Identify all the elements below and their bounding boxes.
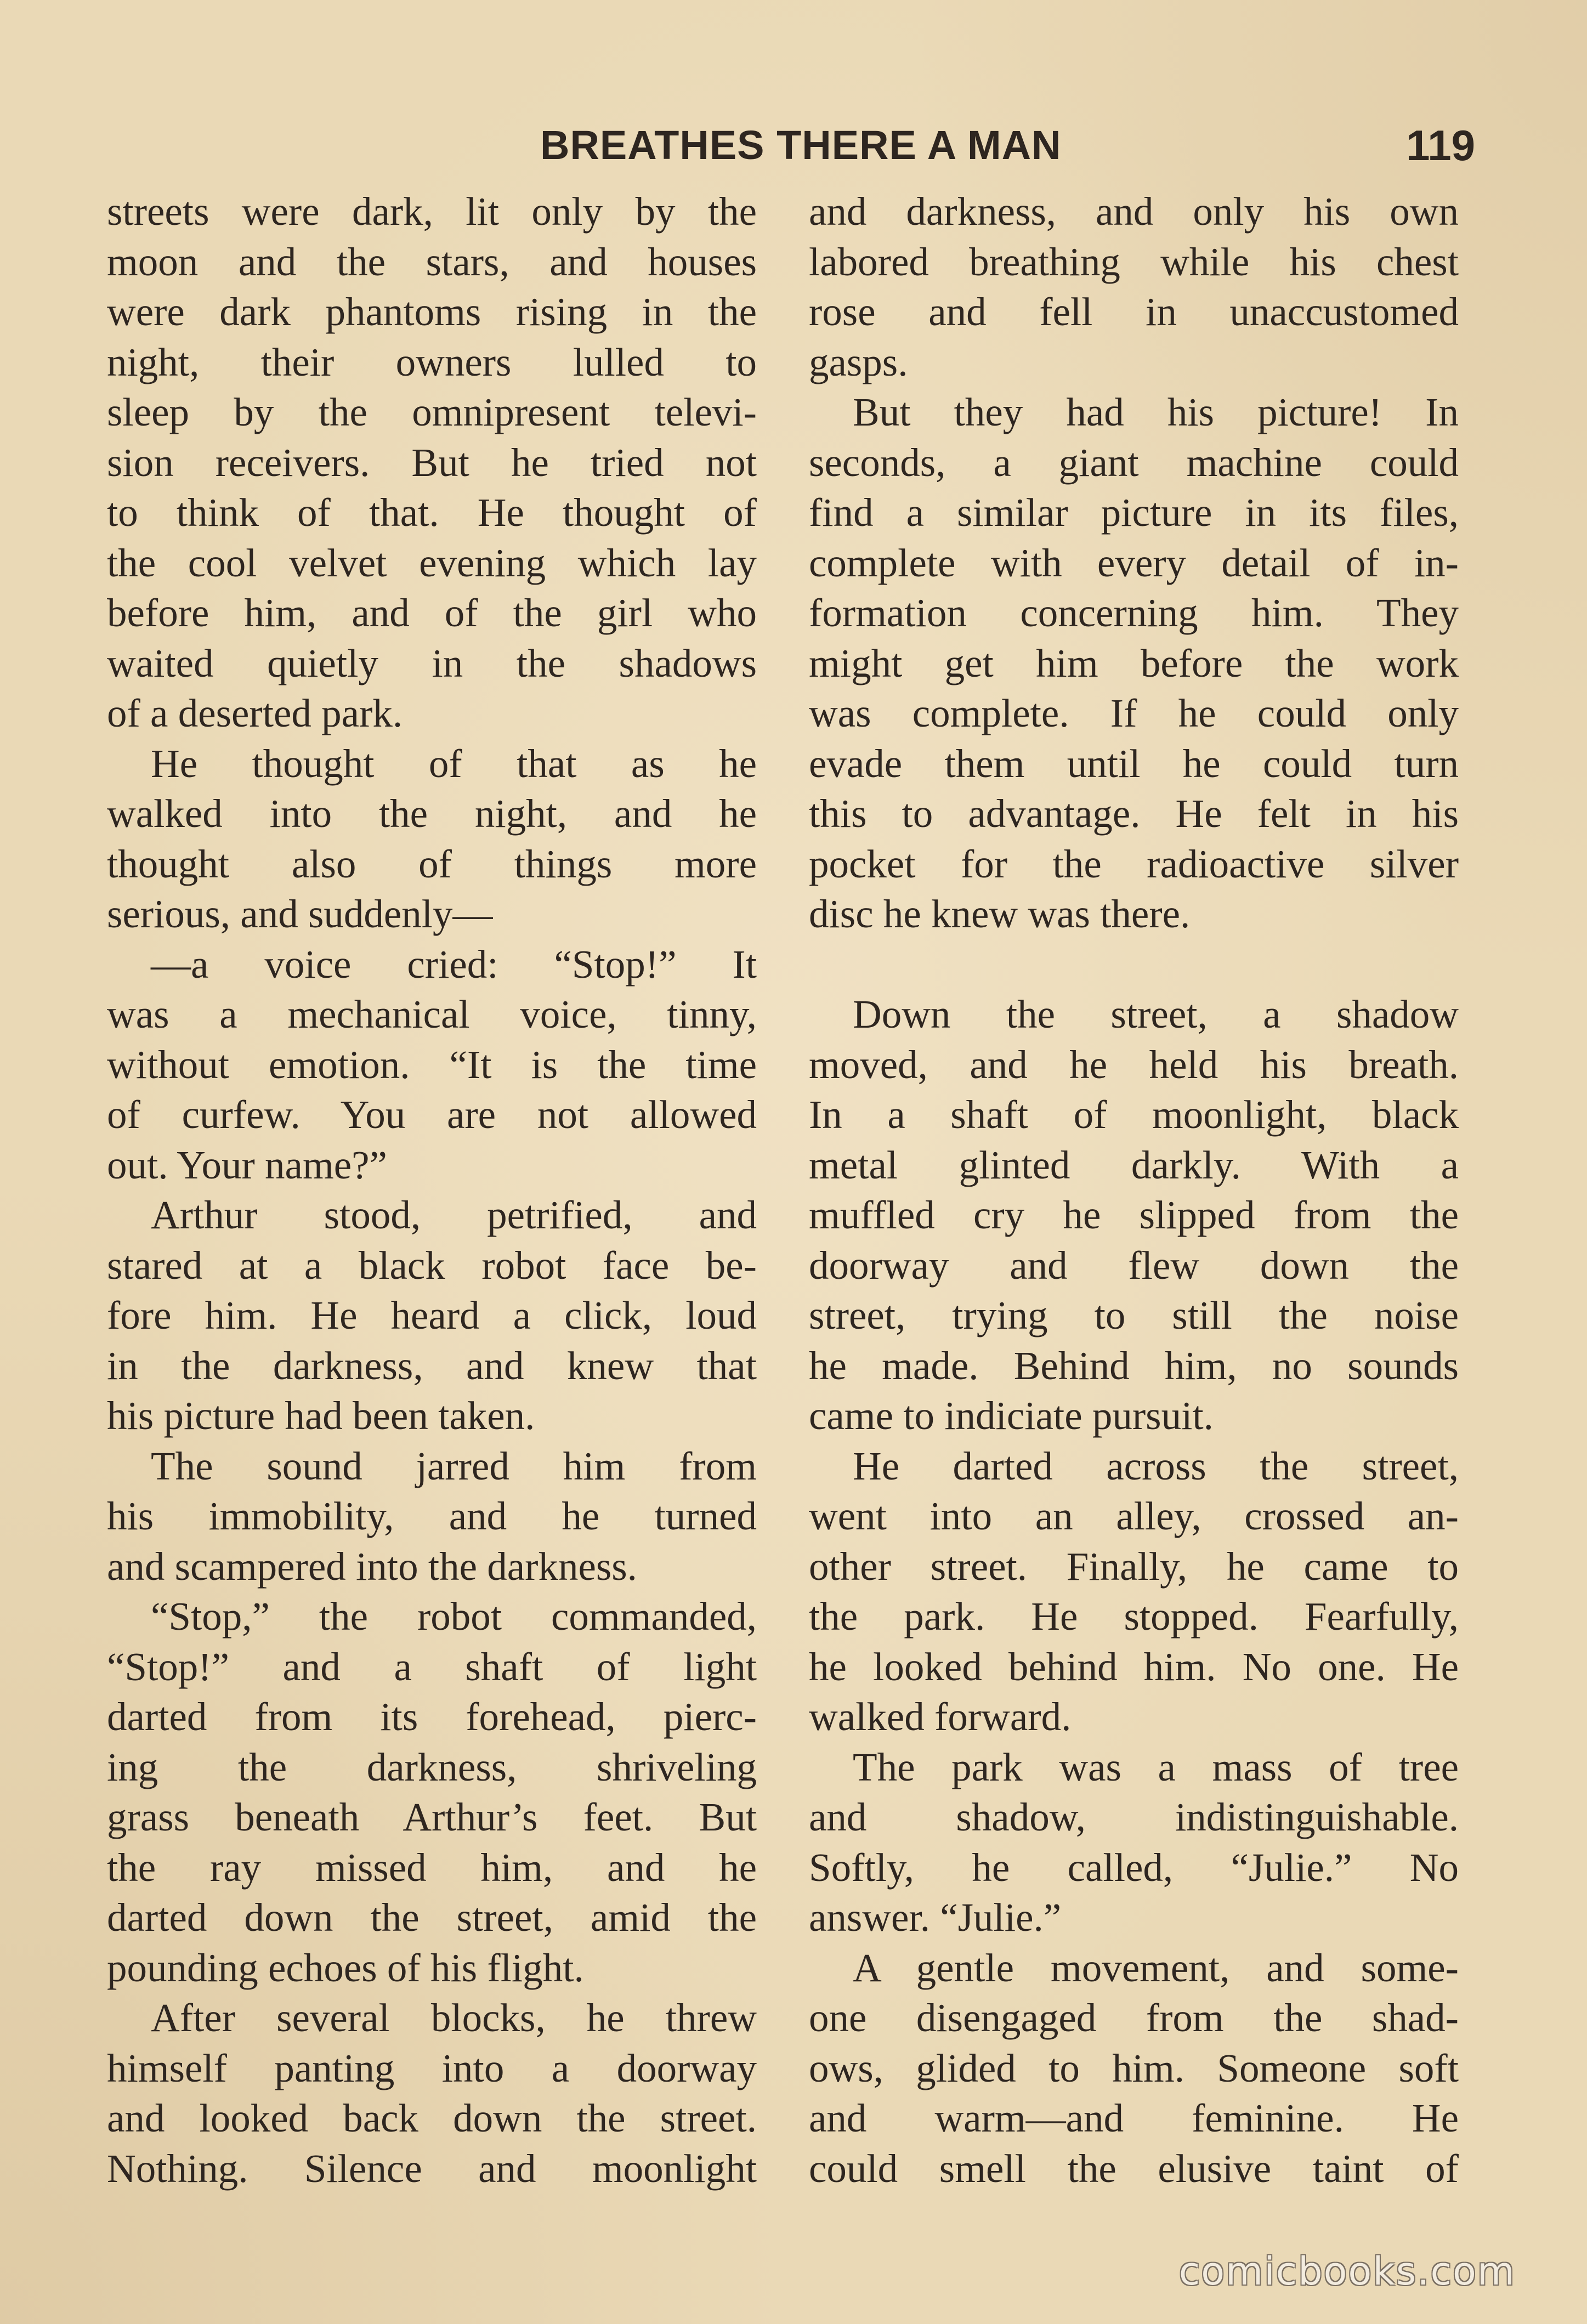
text-line: and shadow, indistinguishable. [809, 1795, 1459, 1839]
text-line: moon and the stars, and houses [107, 239, 757, 284]
text-line: seconds, a giant machine could [809, 440, 1459, 485]
text-line: complete with every detail of in- [809, 540, 1459, 585]
text-line: Softly, he called, “Julie.” No [809, 1845, 1459, 1890]
text-line: other street. Finally, he came to [809, 1544, 1459, 1589]
text-line: before him, and of the girl who [107, 591, 757, 635]
text-line: to think of that. He thought of [107, 490, 757, 535]
text-line: sleep by the omnipresent televi- [107, 390, 757, 434]
text-line: formation concerning him. They [809, 591, 1459, 635]
watermark: comicbooks.com [1178, 2249, 1516, 2294]
text-line: ows, glided to him. Someone soft [809, 2045, 1459, 2090]
text-line: was complete. If he could only [809, 691, 1459, 735]
text-line: in the darkness, and knew that [107, 1343, 757, 1388]
text-line: gasps. [809, 339, 908, 384]
text-line: walked into the night, and he [107, 791, 757, 836]
text-line: The sound jarred him from [151, 1443, 757, 1488]
text-line: rose and fell in unaccustomed [809, 290, 1459, 334]
text-line: and darkness, and only his own [809, 189, 1459, 234]
text-line: the cool velvet evening which lay [107, 540, 757, 585]
text-line: labored breathing while his chest [809, 239, 1459, 284]
text-line: But they had his picture! In [853, 390, 1459, 434]
text-line: pounding echoes of his flight. [107, 1945, 584, 1990]
text-line: of a deserted park. [107, 691, 403, 735]
text-line: came to indiciate pursuit. [809, 1393, 1214, 1438]
text-line: answer. “Julie.” [809, 1895, 1062, 1940]
text-line: and warm—and feminine. He [809, 2096, 1459, 2140]
text-line: disc he knew was there. [809, 892, 1191, 936]
text-line: could smell the elusive taint of [809, 2146, 1459, 2191]
text-line: was a mechanical voice, tinny, [107, 992, 757, 1036]
text-line: moved, and he held his breath. [809, 1042, 1459, 1087]
text-line: his immobility, and he turned [107, 1494, 757, 1538]
text-line: serious, and suddenly— [107, 892, 493, 936]
text-line: The park was a mass of tree [853, 1744, 1459, 1789]
page-number: 119 [1406, 121, 1475, 169]
text-line: muffled cry he slipped from the [809, 1193, 1459, 1237]
text-line: metal glinted darkly. With a [809, 1142, 1459, 1187]
text-line: He thought of that as he [151, 741, 757, 786]
text-line: A gentle movement, and some- [853, 1945, 1459, 1990]
text-line: Nothing. Silence and moonlight [107, 2146, 757, 2191]
text-line: thought also of things more [107, 841, 757, 886]
text-line: evade them until he could turn [809, 741, 1459, 786]
text-line: In a shaft of moonlight, black [809, 1092, 1459, 1137]
left-text-column [107, 186, 757, 2193]
text-line: ing the darkness, shriveling [107, 1744, 757, 1789]
text-line: and scampered into the darkness. [107, 1544, 637, 1589]
text-line: stared at a black robot face be- [107, 1243, 757, 1288]
text-line: —a voice cried: “Stop!” It [151, 942, 757, 987]
text-line: himself panting into a doorway [107, 2045, 757, 2090]
text-line: “Stop!” and a shaft of light [107, 1644, 757, 1689]
text-line: walked forward. [809, 1694, 1072, 1739]
text-line: without emotion. “It is the time [107, 1042, 757, 1087]
text-line: of curfew. You are not allowed [107, 1092, 757, 1137]
text-line: He darted across the street, [853, 1443, 1459, 1488]
running-title: BREATHES THERE A MAN [540, 122, 1062, 168]
text-line: fore him. He heard a click, loud [107, 1293, 757, 1337]
text-line: doorway and flew down the [809, 1243, 1459, 1288]
text-line: darted down the street, amid the [107, 1895, 757, 1940]
text-line: one disengaged from the shad- [809, 1996, 1459, 2040]
text-line: might get him before the work [809, 640, 1459, 685]
text-line: his picture had been taken. [107, 1393, 535, 1438]
text-line: waited quietly in the shadows [107, 640, 757, 685]
text-line: street, trying to still the noise [809, 1293, 1459, 1337]
text-line: pocket for the radioactive silver [809, 841, 1459, 886]
text-line: Down the street, a shadow [853, 992, 1459, 1036]
text-line: “Stop,” the robot commanded, [151, 1594, 757, 1639]
text-line: grass beneath Arthur’s feet. But [107, 1795, 757, 1839]
text-line: and looked back down the street. [107, 2096, 757, 2140]
right-text-column [809, 186, 1459, 2193]
text-line: went into an alley, crossed an- [809, 1494, 1459, 1538]
text-line: the park. He stopped. Fearfully, [809, 1594, 1459, 1639]
text-line: were dark phantoms rising in the [107, 290, 757, 334]
text-line: darted from its forehead, pierc- [107, 1694, 757, 1739]
text-line: he made. Behind him, no sounds [809, 1343, 1459, 1388]
text-line: night, their owners lulled to [107, 339, 757, 384]
text-line: out. Your name?” [107, 1142, 387, 1187]
text-line: streets were dark, lit only by the [107, 189, 757, 234]
text-line: he looked behind him. No one. He [809, 1644, 1459, 1689]
text-line: this to advantage. He felt in his [809, 791, 1459, 836]
text-line: After several blocks, he threw [151, 1996, 757, 2040]
text-line: sion receivers. But he tried not [107, 440, 757, 485]
text-line: find a similar picture in its files, [809, 490, 1459, 535]
text-line: the ray missed him, and he [107, 1845, 757, 1890]
page-header [107, 115, 1475, 175]
text-line [809, 939, 1459, 990]
text-line: Arthur stood, petrified, and [151, 1193, 757, 1237]
